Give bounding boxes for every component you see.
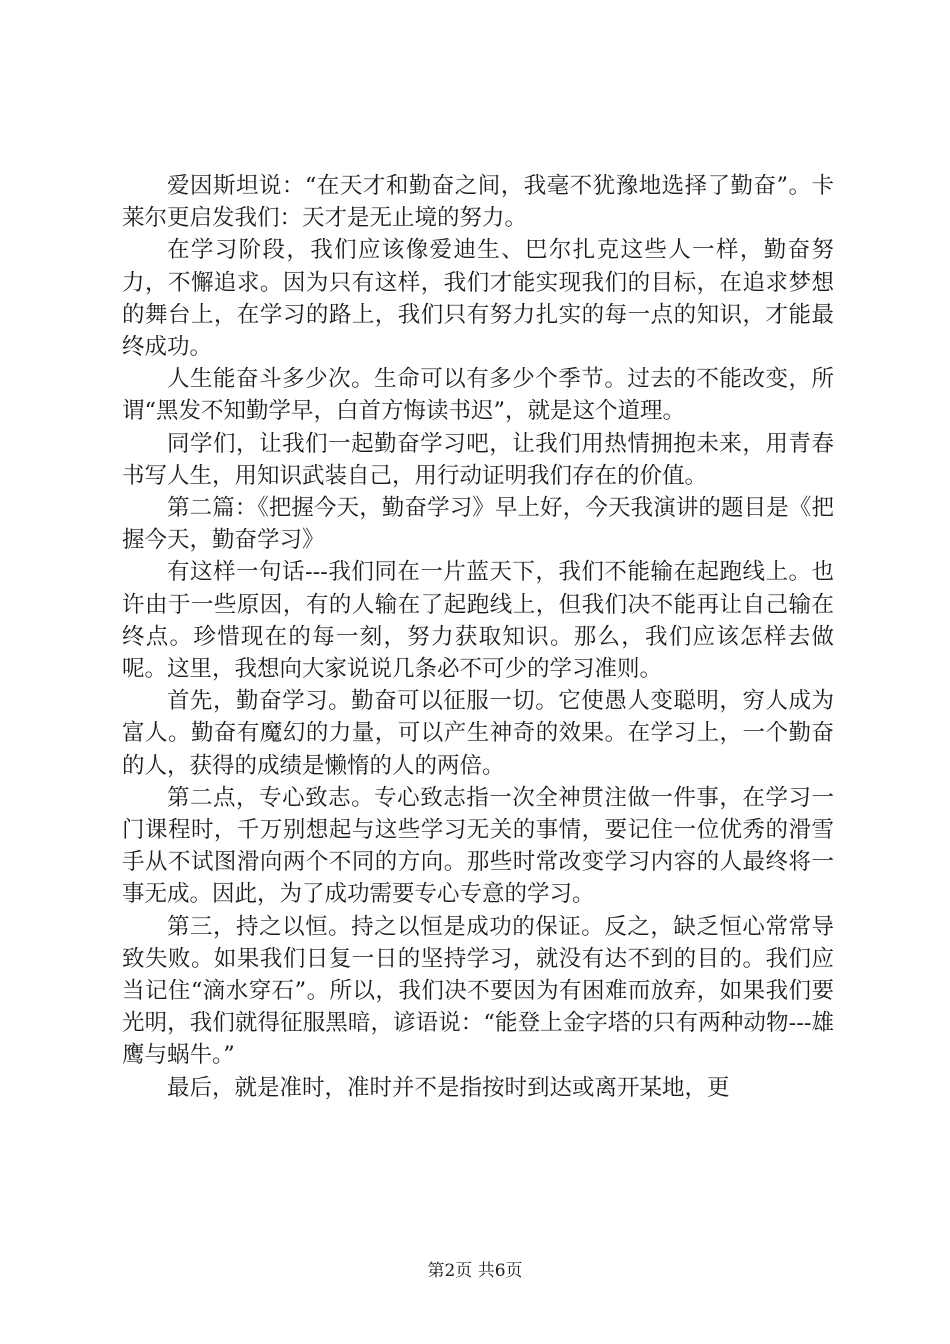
paragraph-classmates: 同学们，让我们一起勤奋学习吧，让我们用热情拥抱未来，用青春书写人生，用知识武装自己，用行动证明我们存在的价值。 [122,430,834,489]
paragraph-third-persistence: 第三，持之以恒。持之以恒是成功的保证。反之，缺乏恒心常常导致失败。如果我们日复一日的坚持学习，就没有达不到的目的。我们应当记住“滴水穿石”。所以，我们决不要因为有困难而放弃，如果我们要光明，我们就得征服黑暗，谚语说：“能登上金字塔的只有两种动物---雄鹰与蜗牛。” [122,913,834,1069]
paragraph-first-diligence: 首先，勤奋学习。勤奋可以征服一切。它使愚人变聪明，穷人成为富人。勤奋有魔幻的力量，可以产生神奇的效果。在学习上，一个勤奋的人，获得的成绩是懒惰的人的两倍。 [122,688,834,779]
page-number-footer: 第2页 共6页 [427,1261,523,1281]
paragraph-saying: 有这样一句话---我们同在一片蓝天下，我们不能输在起跑线上。也许由于一些原因，有的人输在了起跑线上，但我们决不能再让自己输在终点。珍惜现在的每一刻，努力获取知识。那么，我们应该怎样去做呢。这里，我想向大家说说几条必不可少的学习准则。 [122,559,834,683]
document-body [122,170,834,1104]
paragraph-finally-punctuality: 最后，就是准时，准时并不是指按时到达或离开某地，更 [167,1074,730,1101]
paragraph-study-stage: 在学习阶段，我们应该像爱迪生、巴尔扎克这些人一样，勤奋努力，不懈追求。因为只有这样，我们才能实现我们的目标，在追求梦想的舞台上，在学习的路上，我们只有努力扎实的每一点的知识，才能最终成功。 [122,237,834,361]
paragraph-life-struggle: 人生能奋斗多少次。生命可以有多少个季节。过去的不能改变，所谓“黑发不知勤学早，白首方悔读书迟”，就是这个道理。 [122,366,834,425]
section-title-second-piece: 第二篇：《把握今天，勤奋学习》早上好，今天我演讲的题目是《把握今天，勤奋学习》 [122,495,834,554]
paragraph-second-focus: 第二点，专心致志。专心致志指一次全神贯注做一件事，在学习一门课程时，千万别想起与这些学习无关的事情，要记住一位优秀的滑雪手从不试图滑向两个不同的方向。那些时常改变学习内容的人最终将一事无成。因此，为了成功需要专心专意的学习。 [122,784,834,908]
paragraph-einstein-quote: 爱因斯坦说：“在天才和勤奋之间，我毫不犹豫地选择了勤奋”。卡莱尔更启发我们：天才是无止境的努力。 [122,173,834,232]
